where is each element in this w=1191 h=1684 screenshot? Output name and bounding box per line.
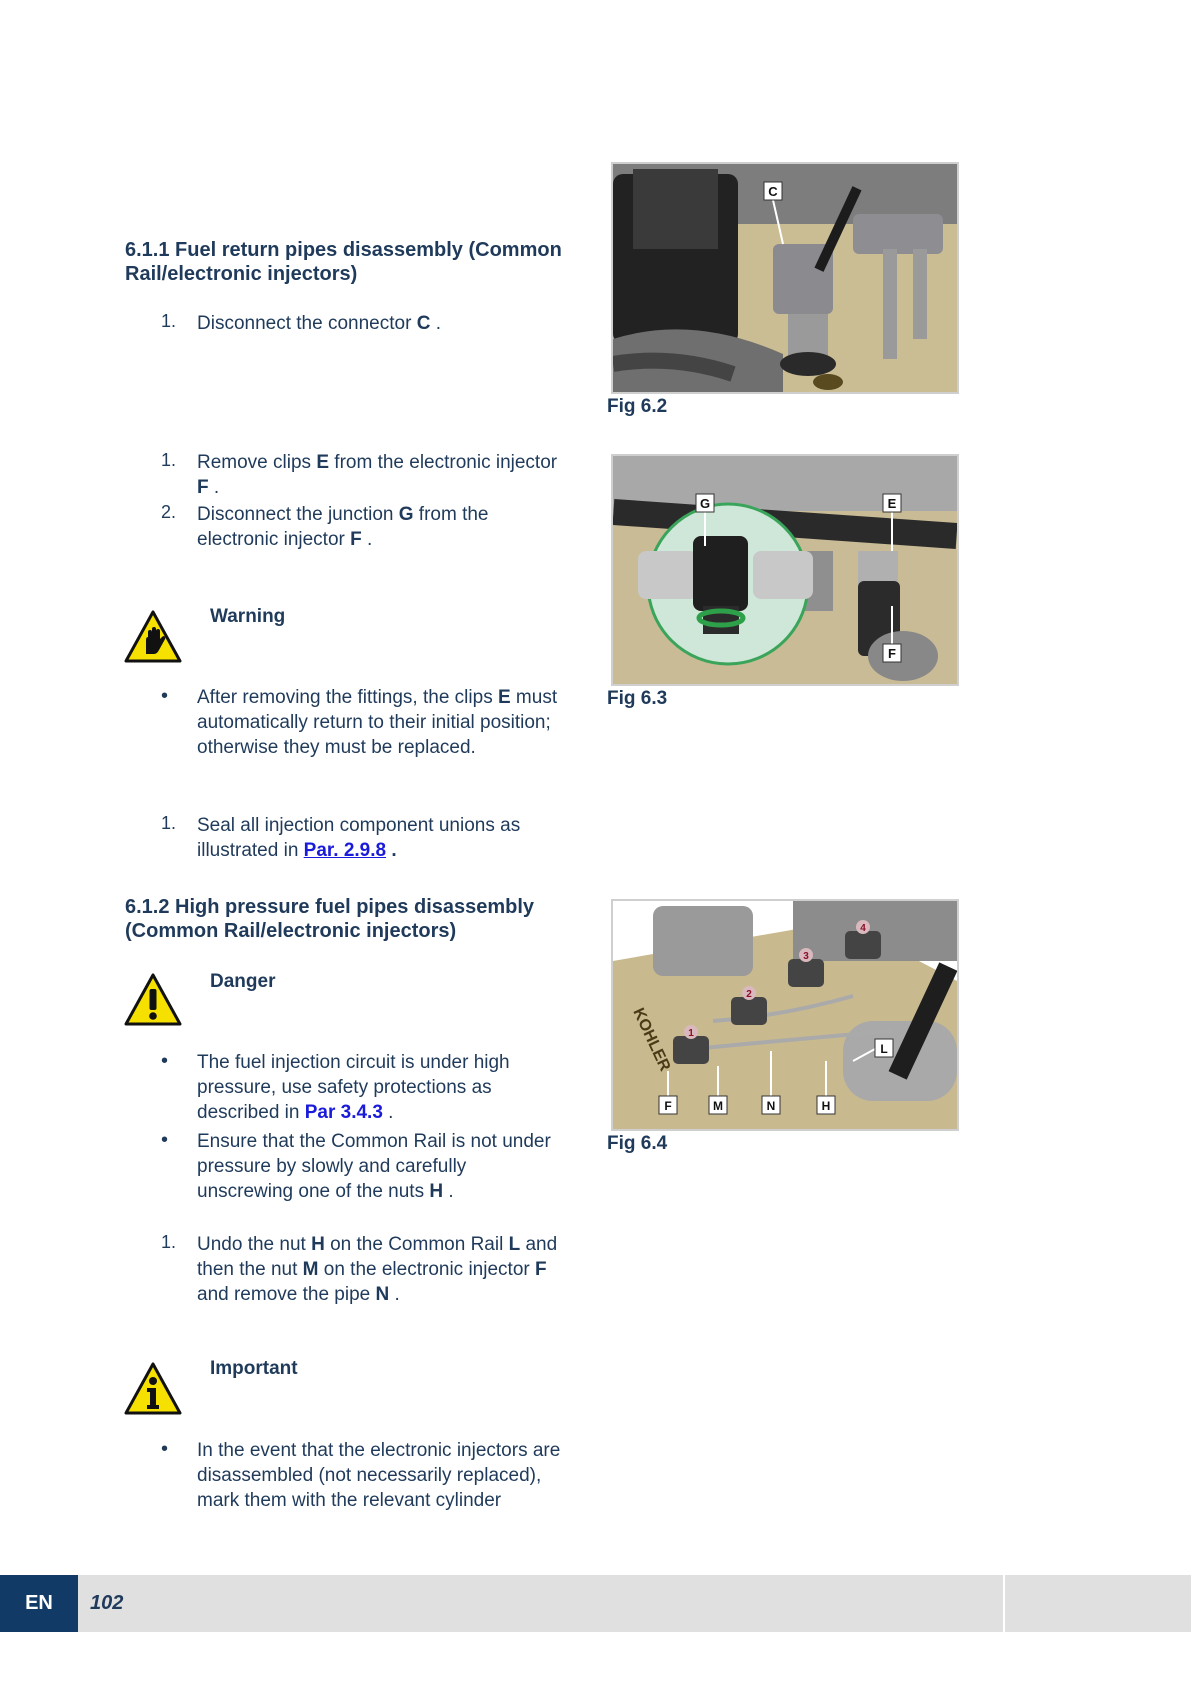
section-heading-6-1-1: 6.1.1 Fuel return pipes disassembly (Common Rail/electronic injectors) <box>125 239 562 285</box>
figure-6-4-caption: Fig 6.4 <box>607 1133 668 1154</box>
important-text: In the event that the electronic injectors are disassembled (not necessarily replaced), mark them with the relevant cylinder <box>197 1440 561 1511</box>
bullet-dot: • <box>161 1129 169 1151</box>
figure-6-3-caption: Fig 6.3 <box>607 688 668 709</box>
danger-title: Danger <box>210 971 276 992</box>
kohler-brand-mark: KOHLER <box>629 1005 674 1074</box>
figure-label: L <box>880 1042 888 1056</box>
cylinder-label: 2 <box>746 989 752 1000</box>
important-title: Important <box>210 1358 298 1379</box>
cylinder-label: 1 <box>688 1028 694 1039</box>
warning-hand-icon <box>124 610 182 664</box>
cylinder-label: 3 <box>803 951 809 962</box>
step-number: 2. <box>161 502 177 522</box>
bullet-dot: • <box>161 1438 169 1460</box>
step-undo-nut: Undo the nut H on the Common Rail L and then the nut M on the electronic injector F and remove the pipe N . <box>197 1234 558 1305</box>
footer-divider <box>1003 1575 1005 1632</box>
important-info-icon <box>124 1362 182 1416</box>
warning-text: After removing the fittings, the clips E must automatically return to their initial position; otherwise they must be replaced. <box>197 687 558 758</box>
figure-label: F <box>664 1099 672 1113</box>
figure-label: E <box>887 496 897 511</box>
step-number: 1. <box>161 1232 177 1252</box>
footer-page-number: 102 <box>90 1592 124 1614</box>
figure-6-2-caption: Fig 6.2 <box>607 396 668 417</box>
figure-6-2-image <box>611 162 959 394</box>
warning-title: Warning <box>210 606 286 627</box>
step-remove-clips: Remove clips E from the electronic injector F . <box>197 452 558 498</box>
step-number: 1. <box>161 450 177 470</box>
danger-text-1: The fuel injection circuit is under high pressure, use safety protections as described in Par 3.4.3 . <box>197 1052 510 1123</box>
step-disconnect-junction: Disconnect the junction G from the electronic injector F . <box>197 504 489 550</box>
step-disconnect-connector: Disconnect the connector C . <box>197 313 441 334</box>
link-par-2-9-8[interactable]: Par. 2.9.8 <box>303 840 387 861</box>
figure-label: F <box>888 646 896 661</box>
section-heading-6-1-2: 6.1.2 High pressure fuel pipes disassembly (Common Rail/electronic injectors) <box>125 896 535 942</box>
figure-label: C <box>768 184 778 199</box>
danger-text-2: Ensure that the Common Rail is not under pressure by slowly and carefully unscrewing one of the nuts H . <box>197 1131 551 1202</box>
figure-label: H <box>821 1099 831 1113</box>
link-par-3-4-3[interactable]: Par 3.4.3 <box>304 1102 383 1123</box>
cylinder-label: 4 <box>860 923 866 934</box>
figure-label: M <box>713 1099 723 1113</box>
footer-language: EN <box>0 1575 78 1632</box>
step-number: 1. <box>161 311 177 331</box>
footer-bar <box>0 1575 1191 1632</box>
step-seal-unions: Seal all injection component unions as illustrated in Par. 2.9.8 . <box>197 815 521 861</box>
bullet-dot: • <box>161 685 169 707</box>
danger-exclamation-icon <box>124 973 182 1027</box>
figure-label: N <box>766 1099 776 1113</box>
figure-6-4-image <box>611 899 959 1131</box>
figure-label: G <box>699 496 711 511</box>
figure-6-3-image <box>611 454 959 686</box>
step-number: 1. <box>161 813 177 833</box>
bullet-dot: • <box>161 1050 169 1072</box>
